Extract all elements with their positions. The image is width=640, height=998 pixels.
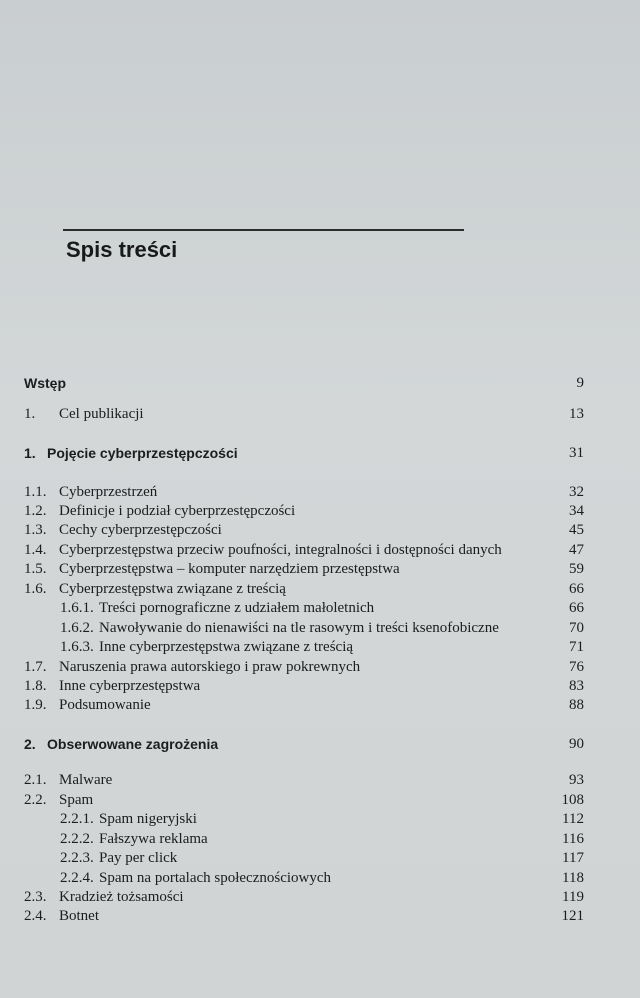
toc-entry-label: Pojęcie cyberprzestępczości (47, 445, 238, 461)
toc-entry (0, 657, 640, 677)
toc-entry-label: Cyberprzestępstwa przeciw poufności, integralności i dostępności danych (59, 542, 502, 558)
toc-entry-page: 76 (569, 659, 584, 675)
toc-entry-label: Fałszywa reklama (99, 831, 208, 847)
toc-entry (0, 906, 640, 926)
toc-entry-label: Spam (59, 792, 94, 808)
toc-entry-page: 83 (569, 678, 584, 694)
toc-entry-label: Malware (59, 772, 113, 788)
toc-entry (0, 790, 640, 810)
toc-entry-number: 1.6. (24, 581, 47, 597)
toc-entry-page: 9 (576, 375, 584, 391)
toc-entry-page: 34 (569, 503, 584, 519)
toc-entry-page: 31 (569, 445, 584, 461)
toc-entry-page: 13 (569, 406, 584, 422)
title-rule (63, 229, 464, 231)
toc-entry-page: 93 (569, 772, 584, 788)
toc-entry-page: 121 (561, 908, 584, 924)
toc-entry-page: 88 (569, 697, 584, 713)
toc-entry (0, 618, 640, 638)
toc-entry (0, 501, 640, 521)
toc-entry-page: 47 (569, 542, 584, 558)
toc-entry-page: 118 (562, 870, 584, 886)
toc-entry-label: Definicje i podział cyberprzestępczości (59, 503, 296, 519)
toc-entry-page: 117 (562, 850, 584, 866)
toc-entry-number: 2.2.1. (60, 811, 94, 827)
toc-entry (0, 443, 640, 463)
toc-entry (0, 734, 640, 754)
toc-entry-number: 2.3. (24, 889, 47, 905)
toc-entry-number: 2.2.2. (60, 831, 94, 847)
toc-entry-number: 1.4. (24, 542, 47, 558)
toc-entry-number: 1.8. (24, 678, 47, 694)
toc-entry (0, 540, 640, 560)
toc-entry-number: 1.7. (24, 659, 47, 675)
toc-entry-label: Inne cyberprzestępstwa (59, 678, 201, 694)
toc-entry (0, 404, 640, 424)
toc-entry-page: 45 (569, 522, 584, 538)
toc-entry-page: 90 (569, 736, 584, 752)
toc-entry-page: 116 (562, 831, 584, 847)
toc-entry-number: 1.1. (24, 484, 47, 500)
toc-entry-label: Pay per click (99, 850, 178, 866)
toc-entry (0, 559, 640, 579)
toc-entry-label: Naruszenia prawa autorskiego i praw pokrewnych (59, 659, 361, 675)
toc-entry-number: 2.1. (24, 772, 47, 788)
toc-entry (0, 482, 640, 502)
toc-entry (0, 695, 640, 715)
toc-entry-number: 1. (24, 406, 36, 422)
toc-entry-number: 1.3. (24, 522, 47, 538)
toc-entry-label: Cel publikacji (59, 406, 144, 422)
toc-entry-label: Botnet (59, 908, 99, 924)
toc-entry (0, 829, 640, 849)
toc-entry-page: 119 (562, 889, 584, 905)
toc-entry-label: Spam nigeryjski (99, 811, 197, 827)
toc-entry-page: 32 (569, 484, 584, 500)
toc-entry-label: Cechy cyberprzestępczości (59, 522, 222, 538)
toc-entry (0, 598, 640, 618)
toc-entry-number: 1.5. (24, 561, 47, 577)
toc-entry-number: 1.9. (24, 697, 47, 713)
toc-entry-page: 59 (569, 561, 584, 577)
toc-entry (0, 520, 640, 540)
toc-entry-label: Spam na portalach społecznościowych (99, 870, 332, 886)
toc-entry (0, 868, 640, 888)
toc-entry-page: 66 (569, 600, 584, 616)
toc-entry-label: Wstęp (24, 375, 66, 391)
toc-entry-label: Cyberprzestępstwa – komputer narzędziem przestępstwa (59, 561, 400, 577)
toc-entry (0, 579, 640, 599)
toc-entry-page: 71 (569, 639, 584, 655)
toc-entry (0, 887, 640, 907)
toc-entry-number: 1. (24, 445, 36, 461)
toc-entry-label: Inne cyberprzestępstwa związane z treścią (99, 639, 354, 655)
toc-entry (0, 373, 640, 393)
toc-entry-label: Nawoływanie do nienawiści na tle rasowym i treści ksenofobiczne (99, 620, 499, 636)
toc-entry-label: Obserwowane zagrożenia (47, 736, 219, 752)
toc-entry (0, 809, 640, 829)
toc-entry-page: 108 (561, 792, 584, 808)
toc-entry-number: 2.2. (24, 792, 47, 808)
toc-entry-label: Treści pornograficzne z udziałem małoletnich (99, 600, 375, 616)
toc-entry (0, 637, 640, 657)
toc-entry-number: 1.6.2. (60, 620, 94, 636)
toc-entry (0, 770, 640, 790)
toc-entry-number: 1.6.1. (60, 600, 94, 616)
page-title: Spis treści (66, 237, 178, 262)
toc-entry (0, 676, 640, 696)
toc-entry-page: 70 (569, 620, 584, 636)
toc-entry-number: 2.2.4. (60, 870, 94, 886)
toc-entry-label: Cyberprzestrzeń (59, 484, 158, 500)
toc-entry-label: Podsumowanie (59, 697, 151, 713)
toc-entry-number: 2.4. (24, 908, 47, 924)
toc-entry (0, 848, 640, 868)
toc-entry-page: 112 (562, 811, 584, 827)
toc-entry-label: Kradzież tożsamości (59, 889, 184, 905)
toc-entry-page: 66 (569, 581, 584, 597)
toc-entry-number: 1.2. (24, 503, 47, 519)
toc-entry-number: 2.2.3. (60, 850, 94, 866)
toc-entry-number: 1.6.3. (60, 639, 94, 655)
toc-entry-label: Cyberprzestępstwa związane z treścią (59, 581, 286, 597)
toc-entry-number: 2. (24, 736, 36, 752)
